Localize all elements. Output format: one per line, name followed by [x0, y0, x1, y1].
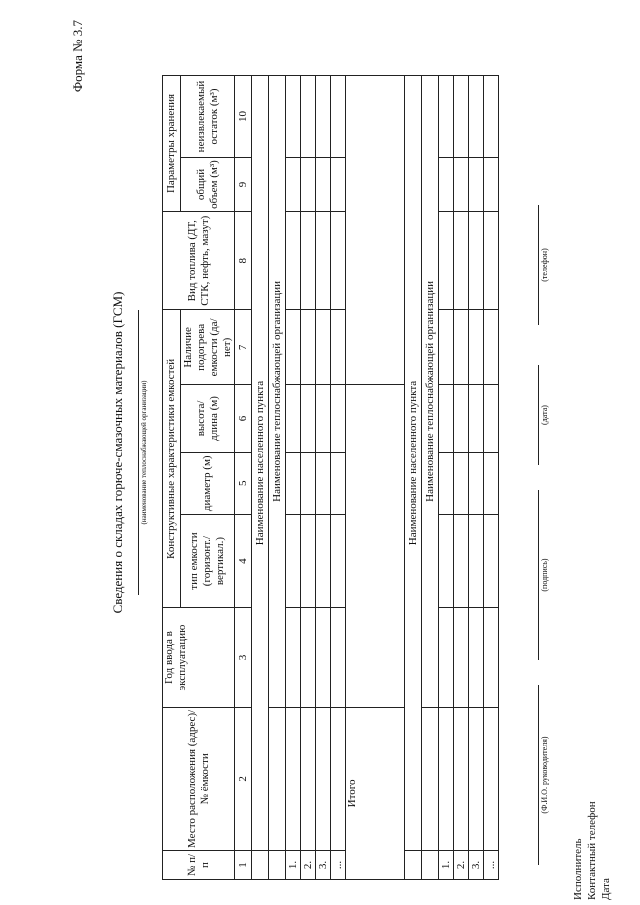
col-number: 4	[235, 514, 252, 607]
col-number: 3	[235, 608, 252, 708]
col-number: 1	[235, 850, 252, 879]
fio-line	[538, 685, 539, 865]
date-label: Дата	[600, 878, 612, 900]
header-year: Год ввода в эксплуатацию	[163, 608, 235, 708]
org-name-line	[138, 310, 139, 595]
row-number: ...	[484, 850, 499, 879]
document-title: Сведения о складах горюче-смазочных материалов (ГСМ)	[110, 291, 125, 614]
signature-caption: (подпись)	[540, 558, 549, 592]
date-line	[538, 365, 539, 465]
col-number: 5	[235, 452, 252, 514]
row-number: 3.	[316, 850, 331, 879]
contact-phone-label: Контактный телефон	[586, 801, 598, 900]
header-storage-group: Параметры хранения	[163, 76, 181, 212]
total-label: Итого	[346, 707, 405, 879]
fio-caption: (Ф.И.О. руководителя)	[540, 736, 549, 814]
col-number: 2	[235, 707, 252, 850]
header-heating: Наличие подогрева емкости (да/нет)	[181, 310, 235, 385]
header-type: тип емкости (горизонт./ вертикал.)	[181, 514, 235, 607]
row-number: 1.	[286, 850, 301, 879]
settlement-label: Наименование населенного пункта	[405, 76, 422, 851]
settlement-label: Наименование населенного пункта	[252, 76, 269, 851]
col-number: 9	[235, 158, 252, 212]
header-no: № п/п	[163, 850, 235, 879]
executor-label: Исполнитель	[572, 838, 584, 900]
col-number: 10	[235, 76, 252, 158]
col-number: 8	[235, 211, 252, 310]
header-diameter: диаметр (м)	[181, 452, 235, 514]
phone-caption: (телефон)	[540, 248, 549, 282]
row-number: 2.	[454, 850, 469, 879]
gsm-table	[162, 75, 499, 880]
col-number: 6	[235, 385, 252, 452]
col-number: 7	[235, 310, 252, 385]
header-constructive-group: Конструктивные характеристики емкостей	[163, 310, 181, 608]
row-number: 3.	[469, 850, 484, 879]
header-fuel: Вид топлива (ДТ, СТК, нефть, мазут)	[163, 211, 235, 310]
header-height: высота/длина (м)	[181, 385, 235, 452]
header-location: Место расположения (адрес)/ № ёмкости	[163, 707, 235, 850]
form-number: Форма № 3.7	[70, 20, 85, 93]
signature-line	[538, 490, 539, 660]
org-label: Наименование теплоснабжающей организации	[269, 76, 286, 708]
row-number: 1.	[439, 850, 454, 879]
row-number: ...	[331, 850, 346, 879]
org-label: Наименование теплоснабжающей организации	[422, 76, 439, 708]
phone-line	[538, 205, 539, 325]
date-caption: (дата)	[540, 405, 549, 425]
row-number: 2.	[301, 850, 316, 879]
header-volume: общий объем (м³)	[181, 158, 235, 212]
header-residue: неизвлекаемый остаток (м³)	[181, 76, 235, 158]
org-name-caption: (наименование теплоснабжающей организации)	[140, 380, 148, 525]
